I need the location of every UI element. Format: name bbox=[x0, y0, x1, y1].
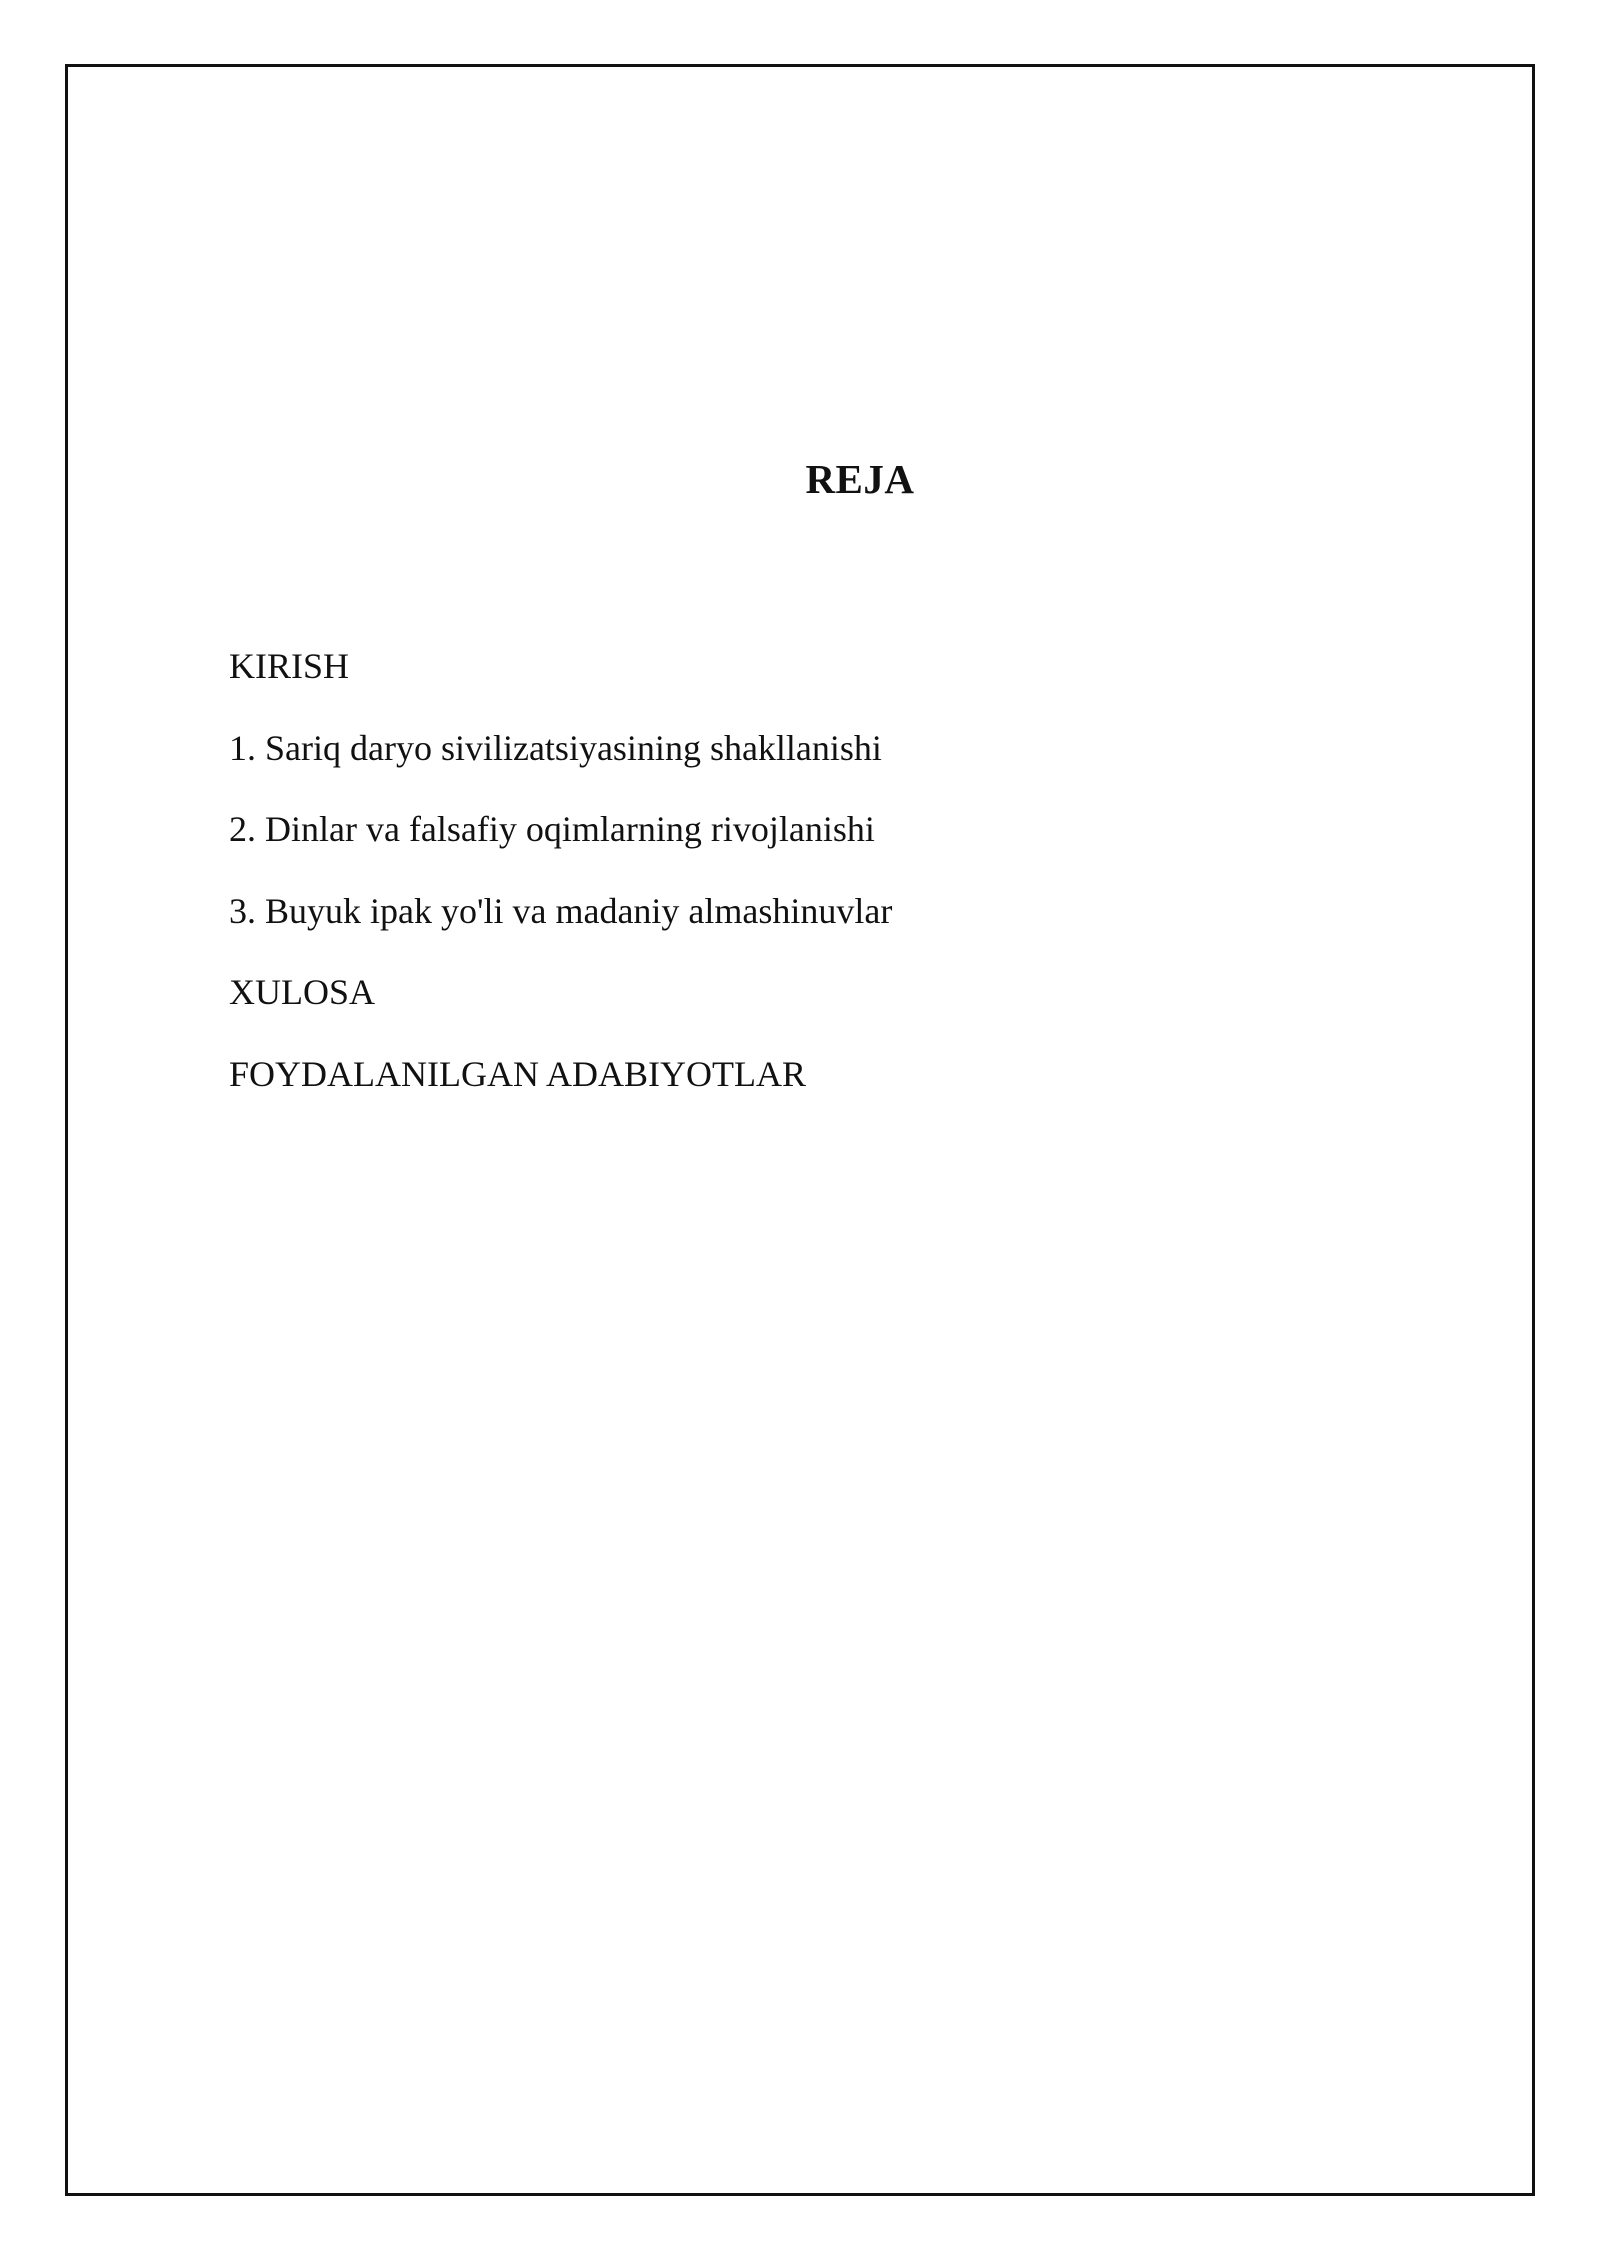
toc-item-chapter-2: 2. Dinlar va falsafiy oqimlarning rivojlanishi bbox=[229, 809, 875, 849]
page-title: REJA bbox=[805, 456, 915, 502]
page-border bbox=[65, 64, 1535, 2196]
toc-item-chapter-3: 3. Buyuk ipak yo'li va madaniy almashinuvlar bbox=[229, 890, 893, 931]
toc-item-conclusion: XULOSA bbox=[229, 972, 376, 1012]
toc-item-chapter-1: 1. Sariq daryo sivilizatsiyasining shakllanishi bbox=[229, 727, 882, 768]
toc-item-references: FOYDALANILGAN ADABIYOTLAR bbox=[229, 1053, 806, 1094]
table-of-contents bbox=[229, 640, 892, 1129]
toc-item-introduction: KIRISH bbox=[229, 646, 350, 686]
